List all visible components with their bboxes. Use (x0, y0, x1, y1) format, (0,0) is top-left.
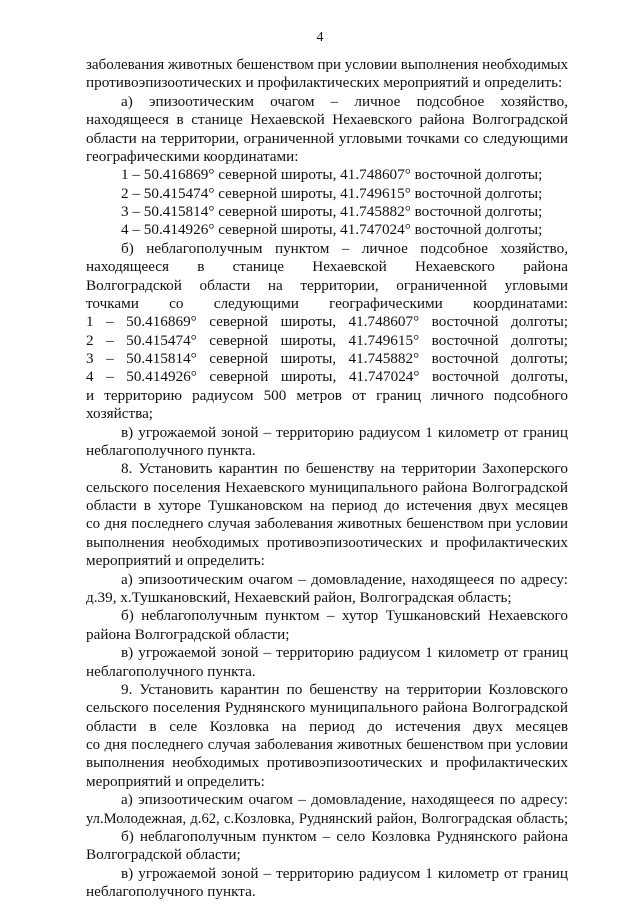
text-line: 4 – 50.414926° северной широты, 41.747024° восточной долготы, (86, 368, 568, 386)
text-line: 1 – 50.416869° северной широты, 41.748607° восточной долготы; (86, 313, 568, 331)
text-line: хозяйства; (86, 405, 154, 423)
text-line: а) эпизоотическим очагом – личное подсобное хозяйство, (121, 92, 568, 110)
page-number: 4 (316, 30, 324, 45)
text-line: неблагополучного пункта. (86, 441, 256, 459)
text-line: заболевания животных бешенством при условии выполнения необходимых (86, 57, 568, 73)
text-line: сельского поселения Руднянского муниципального района Волгоградской (86, 699, 568, 717)
text-line: Волгоградской области; (86, 846, 241, 864)
text-line: 3 – 50.415814° северной широты, 41.745882° восточной долготы; (86, 350, 568, 367)
text-line: ул.Молодежная, д.62, с.Козловка, Руднянский район, Волгоградская область; (86, 810, 568, 827)
text-line: а) эпизоотическим очагом – домовладение, находящееся по адресу: (121, 570, 568, 588)
text-line: д.39, х.Тушкановский, Нехаевский район, Волгоградская область; (86, 589, 512, 606)
text-line: географическими координатами: (86, 147, 299, 165)
text-line: 3 – 50.415814° северной широты, 41.745882° восточной долготы; (121, 203, 543, 220)
text-line: точками со следующими географическими координатами: (86, 294, 568, 312)
text-line: 2 – 50.415474° северной широты, 41.749615° восточной долготы; (86, 331, 568, 349)
text-line: 1 – 50.416869° северной широты, 41.748607° восточной долготы; (121, 166, 543, 184)
text-line: выполнения необходимых противоэпизоотических и профилактических (86, 754, 568, 772)
text-line: со дня последнего случая заболевания животных бешенством при условии (86, 516, 568, 533)
text-line: района Волгоградской области; (86, 625, 290, 643)
text-line: Волгоградской области на территории, ограниченной угловыми (86, 276, 568, 294)
text-line: 2 – 50.415474° северной широты, 41.749615° восточной долготы; (121, 184, 543, 202)
text-line: в) угрожаемой зоной – территорию радиусом 1 километр от границ (121, 644, 568, 662)
text-line: области в селе Козловка на период до истечения двух месяцев (86, 717, 568, 735)
text-line: в) угрожаемой зоной – территорию радиусом 1 километр от границ (121, 423, 568, 441)
text-line: 4 – 50.414926° северной широты, 41.747024° восточной долготы; (121, 221, 543, 239)
text-line: находящееся в станице Нехаевской Нехаевского района Волгоградской (86, 111, 568, 129)
text-line: 8. Установить карантин по бешенству на территории Захоперского (121, 460, 568, 478)
text-line: со дня последнего случая заболевания животных бешенством при условии (86, 737, 568, 753)
text-line: б) неблагополучным пунктом – село Козловка Руднянского района (121, 827, 568, 845)
text-line: мероприятий и определить: (86, 772, 265, 790)
text-line: 9. Установить карантин по бешенству на территории Козловского (121, 680, 568, 698)
text-line: в) угрожаемой зоной – территорию радиусом 1 километр от границ (121, 864, 568, 882)
text-line: сельского поселения Нехаевского муниципального района Волгоградской (86, 478, 568, 496)
text-line: области на территории, ограниченной угловыми точками со следующими (86, 129, 568, 147)
text-line: б) неблагополучным пунктом – личное подсобное хозяйство, (121, 239, 568, 257)
text-line: неблагополучного пункта. (86, 883, 256, 900)
text-line: области в хуторе Тушкановском на период до истечения двух месяцев (86, 497, 568, 515)
text-line: неблагополучного пункта. (86, 662, 256, 680)
text-line: находящееся в станице Нехаевской Нехаевского района (86, 258, 568, 276)
text-line: и территорию радиусом 500 метров от границ личного подсобного (86, 386, 568, 404)
text-line: противоэпизоотических и профилактических мероприятий и определить: (86, 74, 563, 92)
text-line: выполнения необходимых противоэпизоотических и профилактических (86, 533, 568, 551)
text-line: б) неблагополучным пунктом – хутор Тушкановский Нехаевского (121, 607, 568, 625)
text-line: а) эпизоотическим очагом – домовладение, находящееся по адресу: (121, 791, 568, 809)
text-line: мероприятий и определить: (86, 552, 265, 570)
